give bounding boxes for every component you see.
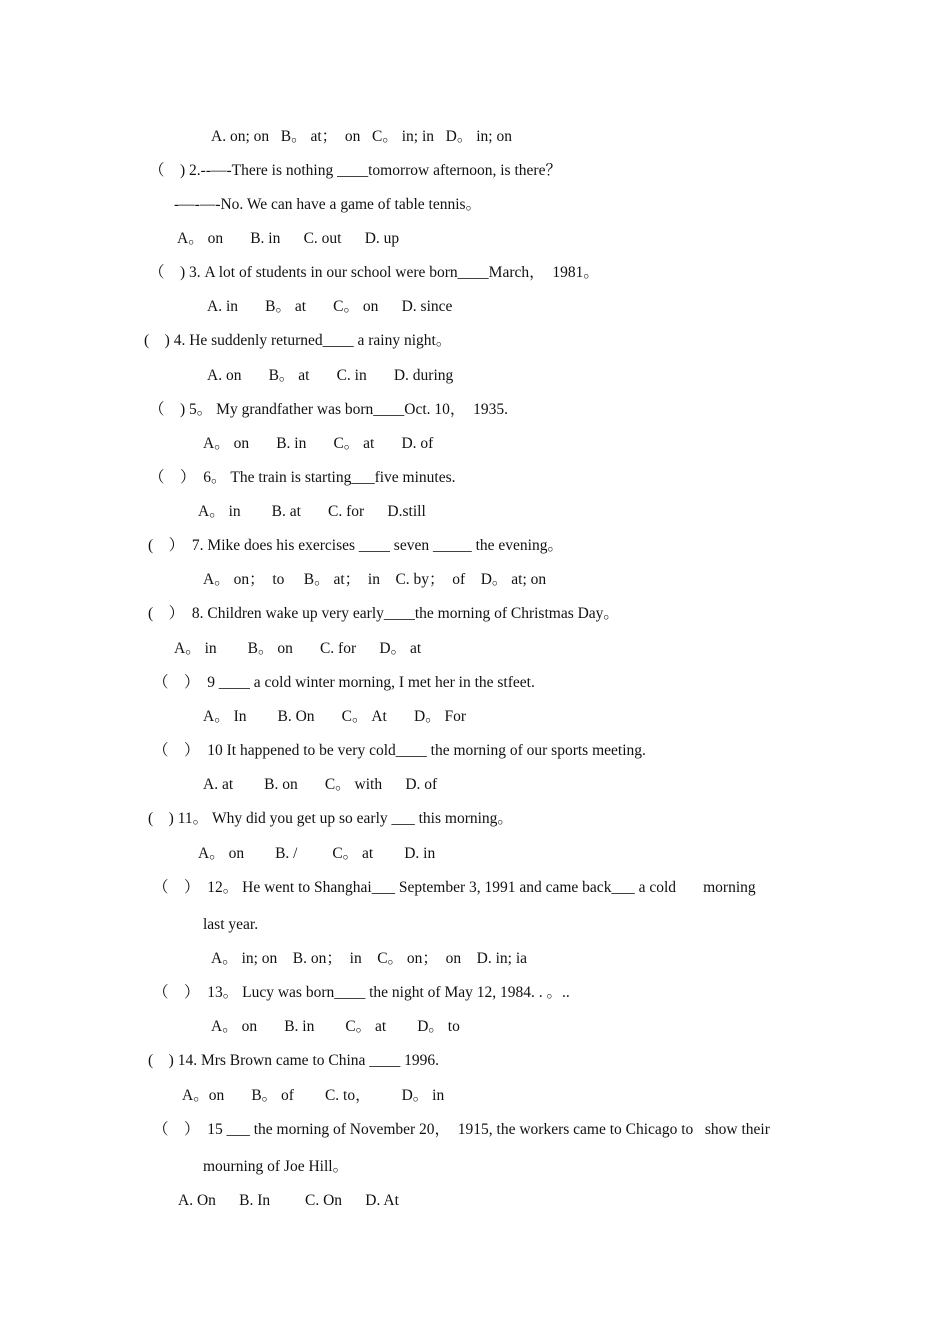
q11-stem: ( ) 11。 Why did you get up so early ___ this morning。 xyxy=(148,810,513,827)
q4-stem: ( ) 4. He suddenly returned____ a rainy night。 xyxy=(144,332,452,349)
q12-stem-continued: last year. xyxy=(203,916,259,933)
q4-options: A. on B。 at C. in D. during xyxy=(207,367,454,384)
q13-stem: （ ） 13。 Lucy was born____ the night of May 12, 1984. . 。.. xyxy=(153,984,570,1001)
q7-stem: ( ） 7. Mike does his exercises ____ seven _____ the evening。 xyxy=(148,537,563,554)
q14-stem: ( ) 14. Mrs Brown came to China ____ 1996. xyxy=(148,1052,440,1069)
q11-options: A。 on B. / C。 at D. in xyxy=(198,845,436,862)
q5-options: A。 on B. in C。 at D. of xyxy=(203,435,434,452)
q12-options: A。 in; on B. on； in C。 on； on D. in; ia xyxy=(211,950,528,967)
q2-reply: -—-—-No. We can have a game of table tennis。 xyxy=(174,196,482,213)
q1-options: A. on; on B。 at； on C。 in; in D。 in; on xyxy=(211,128,512,145)
q8-stem: ( ） 8. Children wake up very early____the morning of Christmas Day。 xyxy=(148,605,619,622)
q15-stem: （ ） 15 ___ the morning of November 20， 1915, the workers came to Chicago to show their xyxy=(153,1121,770,1138)
q10-stem: （ ） 10 It happened to be very cold____ the morning of our sports meeting. xyxy=(153,742,646,759)
q15-options: A. On B. In C. On D. At xyxy=(178,1192,399,1209)
q3-options: A. in B。 at C。 on D. since xyxy=(207,298,453,315)
q2-options: A。 on B. in C. out D. up xyxy=(177,230,400,247)
q8-options: A。 in B。 on C. for D。 at xyxy=(174,640,422,657)
q3-stem: （ ) 3. A lot of students in our school were born____March， 1981。 xyxy=(149,264,599,281)
q13-options: A。 on B. in C。 at D。 to xyxy=(211,1018,460,1035)
q7-options: A。 on； to B。 at； in C. by； of D。 at; on xyxy=(203,571,547,588)
q9-options: A。 In B. On C。 At D。 For xyxy=(203,708,467,725)
q15-stem-continued: mourning of Joe Hill。 xyxy=(203,1158,349,1175)
q14-options: A。on B。 of C. to， D。 in xyxy=(182,1087,445,1104)
q9-stem: （ ） 9 ____ a cold winter morning, I met her in the stfeet. xyxy=(153,674,535,691)
q2-stem: （ ) 2.--—-There is nothing ____tomorrow afternoon, is there？ xyxy=(149,162,561,179)
q6-stem: （ ） 6。 The train is starting___five minutes. xyxy=(149,469,456,486)
q6-options: A。 in B. at C. for D.still xyxy=(198,503,426,520)
q10-options: A. at B. on C。 with D. of xyxy=(203,776,438,793)
q5-stem: （ ) 5。 My grandfather was born____Oct. 10， 1935. xyxy=(149,401,509,418)
q12-stem: （ ） 12。 He went to Shanghai___ September 3, 1991 and came back___ a cold morning xyxy=(153,879,756,896)
